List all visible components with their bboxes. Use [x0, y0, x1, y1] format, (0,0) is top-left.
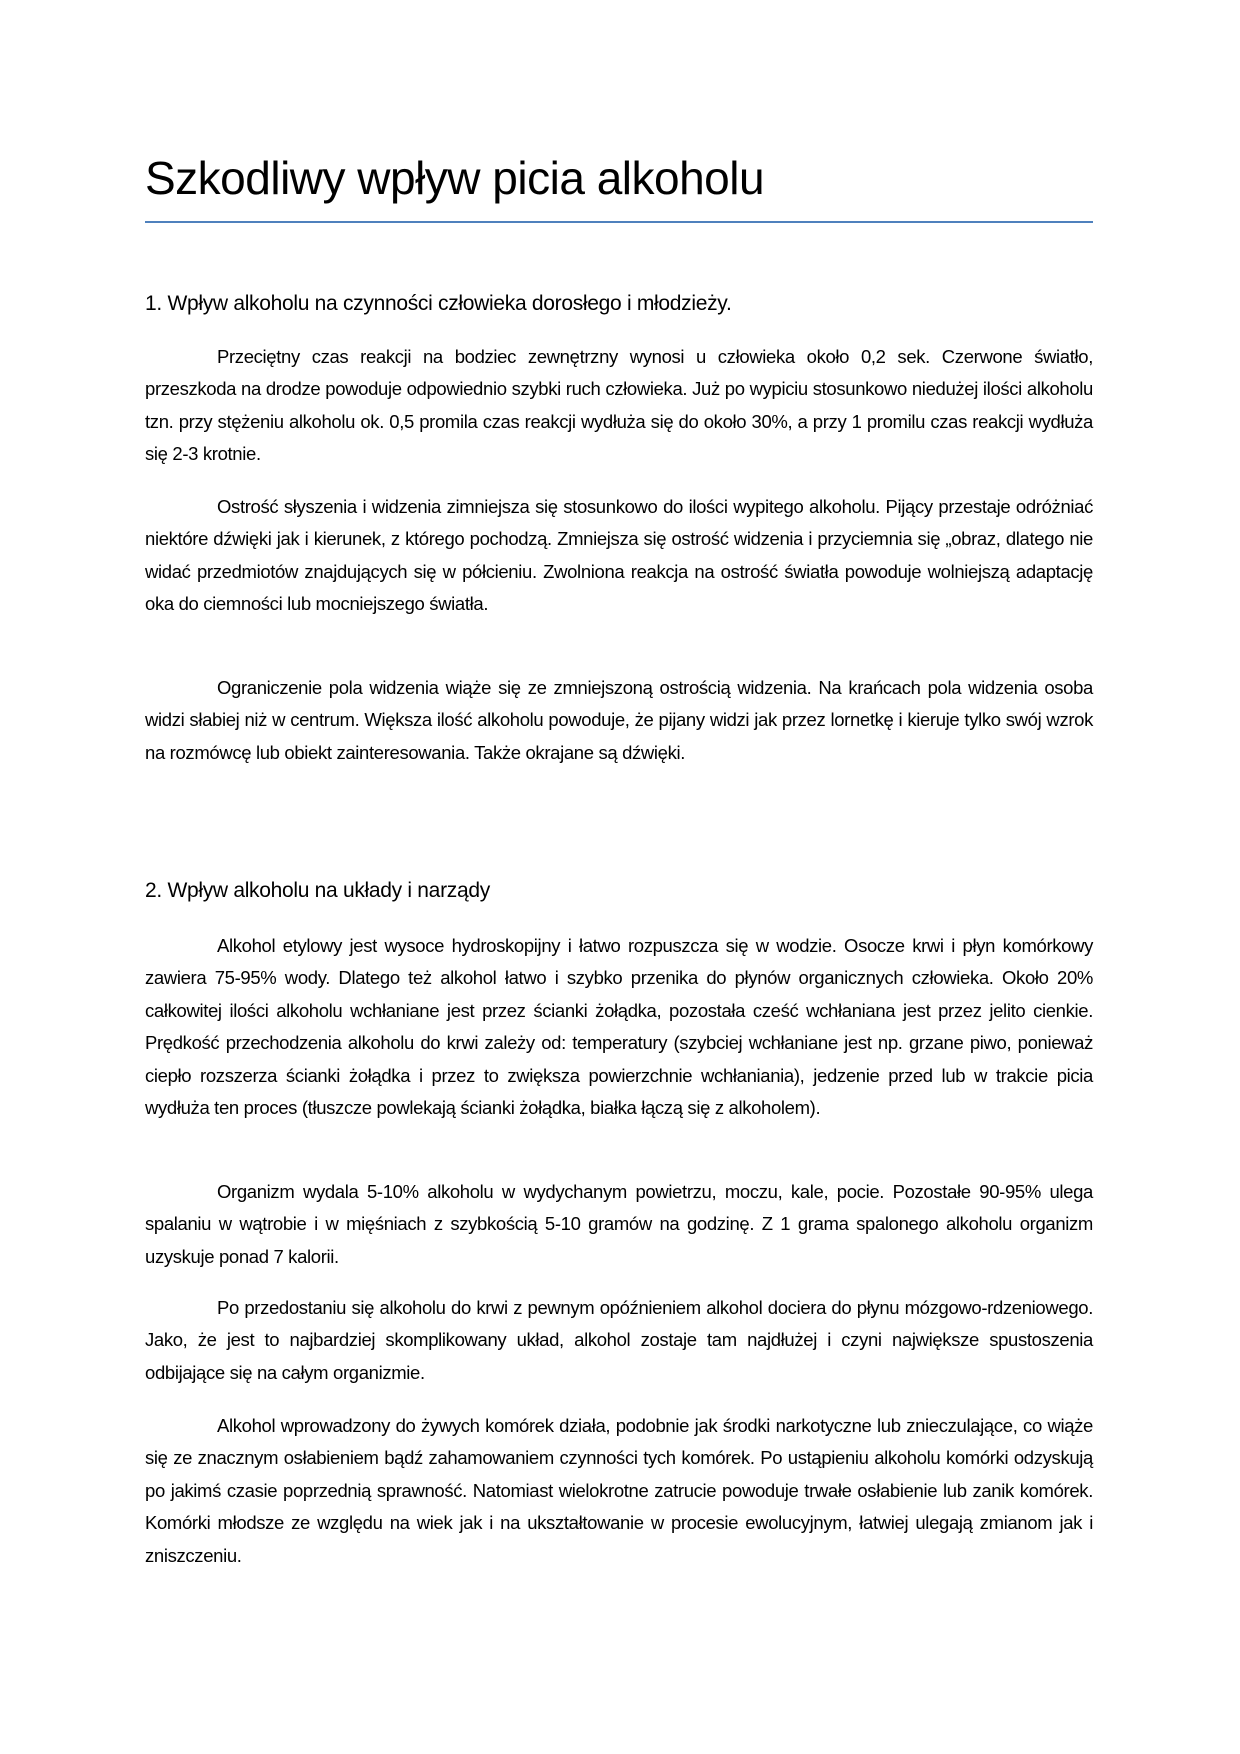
document-title: Szkodliwy wpływ picia alkoholu — [145, 152, 765, 204]
paragraph: Alkohol etylowy jest wysoce hydroskopijny i łatwo rozpuszcza się w wodzie. Osocze krwi i płyn komórkowy zawiera 75-95% wody. Dlatego też alkohol łatwo i szybko przenika do płynów organicznych człowieka. Około 20% całkowitej ilości alkoholu wchłaniane jest przez ścianki żołądka, pozostała cześć wchłaniana jest przez jelito cienkie. Prędkość przechodzenia alkoholu do krwi zależy od: temperatury (szybciej wchłaniane jest np. grzane piwo, ponieważ ciepło rozszerza ścianki żołądka i przez to zwiększa powierzchnie wchłaniania), jedzenie przed lub w trakcie picia wydłuża ten proces (tłuszcze powlekają ścianki żołądka, białka łączą się z alkoholem). — [145, 935, 1093, 1119]
paragraph: Alkohol wprowadzony do żywych komórek działa, podobnie jak środki narkotyczne lub znieczulające, co wiąże się ze znacznym osłabieniem bądź zahamowaniem czynności tych komórek. Po ustąpieniu alkoholu komórki odzyskują po jakimś czasie poprzednią sprawność. Natomiast wielokrotne zatrucie powoduje trwałe osłabienie lub zanik komórek. Komórki młodsze ze względu na wiek jak i na ukształtowanie w procesie ewolucyjnym, łatwiej ulegają zmianom jak i zniszczeniu. — [145, 1415, 1093, 1566]
title-underline — [145, 221, 1093, 223]
paragraph: Przeciętny czas reakcji na bodziec zewnętrzny wynosi u człowieka około 0,2 sek. Czerwone światło, przeszkoda na drodze powoduje odpowiednio szybki ruch człowieka. Już po wypiciu stosunkowo niedużej ilości alkoholu tzn. przy stężeniu alkoholu ok. 0,5 promila czas reakcji wydłuża się do około 30%, a przy 1 promilu czas reakcji wydłuża się 2-3 krotnie. — [145, 346, 1093, 465]
section-heading-2: 2. Wpływ alkoholu na układy i narządy — [145, 879, 490, 902]
paragraph: Ostrość słyszenia i widzenia zimniejsza się stosunkowo do ilości wypitego alkoholu. Pijący przestaje odróżniać niektóre dźwięki jak i kierunek, z którego pochodzą. Zmniejsza się ostrość widzenia i przyciemnia się „obraz, dlatego nie widać przedmiotów znajdujących się w półcieniu. Zwolniona reakcja na ostrość światła powoduje wolniejszą adaptację oka do ciemności lub mocniejszego światła. — [145, 496, 1093, 615]
section-heading-1: 1. Wpływ alkoholu na czynności człowieka dorosłego i młodzieży. — [145, 292, 732, 315]
paragraph: Po przedostaniu się alkoholu do krwi z pewnym opóźnieniem alkohol dociera do płynu mózgowo-rdzeniowego. Jako, że jest to najbardziej skomplikowany układ, alkohol zostaje tam najdłużej i czyni największe spustoszenia odbijające się na całym organizmie. — [145, 1297, 1093, 1383]
paragraph: Ograniczenie pola widzenia wiąże się ze zmniejszoną ostrością widzenia. Na krańcach pola widzenia osoba widzi słabiej niż w centrum. Większa ilość alkoholu powoduje, że pijany widzi jak przez lornetkę i kieruje tylko swój wzrok na rozmówcę lub obiekt zainteresowania. Także okrajane są dźwięki. — [145, 677, 1093, 763]
paragraph: Organizm wydala 5-10% alkoholu w wydychanym powietrzu, moczu, kale, pocie. Pozostałe 90-95% ulega spalaniu w wątrobie i w mięśniach z szybkością 5-10 gramów na godzinę. Z 1 grama spalonego alkoholu organizm uzyskuje ponad 7 kalorii. — [145, 1181, 1093, 1267]
